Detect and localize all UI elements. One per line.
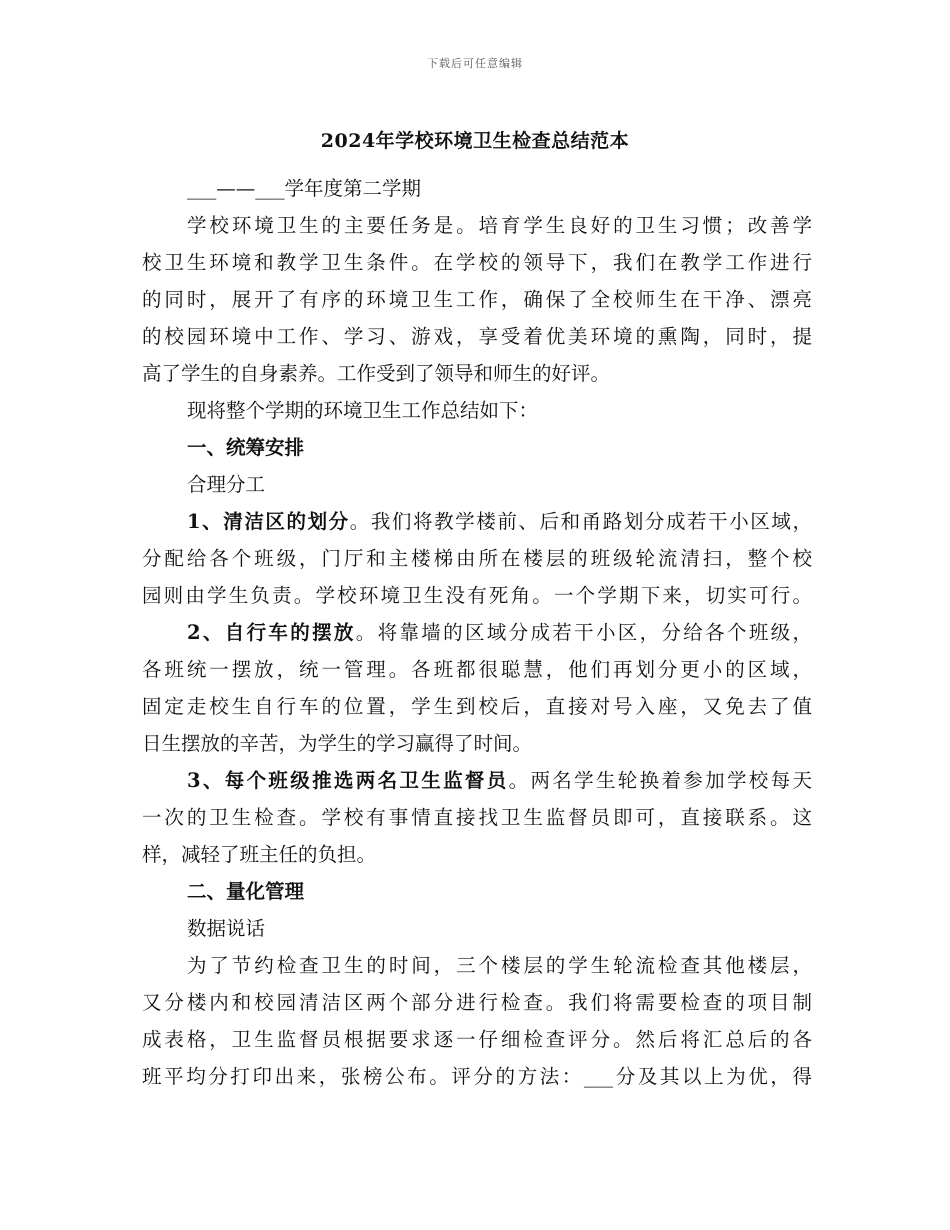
body-text-line bbox=[142, 1021, 812, 1058]
line-text: 。我们将教学楼前、后和甬路划分成若干小区域， bbox=[349, 510, 812, 533]
line-text: 班平均分打印出来，张榜公布。评分的方法：___分及其以上为优，得 bbox=[142, 1065, 812, 1088]
body-text-line bbox=[142, 170, 812, 207]
body-text-line bbox=[142, 836, 812, 873]
document-title: 2024年学校环境卫生检查总结范本 bbox=[320, 130, 630, 152]
body-text-line bbox=[142, 540, 812, 577]
line-text: 学校环境卫生的主要任务是。培育学生良好的卫生习惯；改善学 bbox=[187, 214, 812, 237]
line-text: 分配给各个班级，门厅和主楼梯由所在楼层的班级轮流清扫，整个校 bbox=[142, 547, 812, 570]
line-text: 。将靠墙的区域分成若干小区，分给各个班级， bbox=[355, 621, 812, 644]
line-text: 数据说话 bbox=[187, 917, 266, 940]
line-text: 园则由学生负责。学校环境卫生没有死角。一个学期下来，切实可行。 bbox=[142, 584, 812, 607]
line-text: 各班统一摆放，统一管理。各班都很聪慧，他们再划分更小的区域， bbox=[142, 658, 812, 681]
body-text-line bbox=[142, 318, 812, 355]
body-text-line bbox=[142, 466, 812, 503]
line-text: 成表格，卫生监督员根据要求逐一仔细检查评分。然后将汇总后的各 bbox=[142, 1028, 812, 1051]
body-text-line bbox=[142, 725, 812, 762]
line-text: 校卫生环境和教学卫生条件。在学校的领导下，我们在教学工作进行 bbox=[142, 251, 812, 274]
body-text-line bbox=[142, 1058, 812, 1095]
inline-bold-label: 2、自行车的摆放 bbox=[187, 621, 356, 644]
document-body bbox=[142, 170, 812, 1095]
line-text: 一、统筹安排 bbox=[187, 436, 305, 459]
line-text: 为了节约检查卫生的时间，三个楼层的学生轮流检查其他楼层， bbox=[187, 954, 812, 977]
page-header-note: 下载后可任意编辑 bbox=[427, 57, 523, 70]
body-text-line bbox=[142, 799, 812, 836]
body-text-line bbox=[142, 651, 812, 688]
line-text: 又分楼内和校园清洁区两个部分进行检查。我们将需要检查的项目制 bbox=[142, 991, 812, 1014]
body-text-line bbox=[142, 392, 812, 429]
line-text: ___——___学年度第二学期 bbox=[187, 177, 422, 200]
line-text: 一次的卫生检查。学校有事情直接找卫生监督员即可，直接联系。这 bbox=[142, 806, 812, 829]
line-text: 的校园环境中工作、学习、游戏，享受着优美环境的熏陶，同时，提 bbox=[142, 325, 812, 348]
line-text: 日生摆放的辛苦，为学生的学习赢得了时间。 bbox=[142, 732, 533, 755]
line-text: 样，减轻了班主任的负担。 bbox=[142, 843, 377, 866]
body-text-line bbox=[142, 614, 812, 651]
line-text: 的同时，展开了有序的环境卫生工作，确保了全校师生在干净、漂亮 bbox=[142, 288, 812, 311]
body-text-line bbox=[142, 910, 812, 947]
line-text: 现将整个学期的环境卫生工作总结如下： bbox=[187, 399, 539, 422]
body-text-line bbox=[142, 984, 812, 1021]
body-text-line bbox=[142, 281, 812, 318]
body-text-line bbox=[142, 355, 812, 392]
line-text: 高了学生的自身素养。工作受到了领导和师生的好评。 bbox=[142, 362, 611, 385]
body-text-line bbox=[142, 947, 812, 984]
section-heading bbox=[142, 429, 812, 466]
line-text: 二、量化管理 bbox=[187, 880, 305, 903]
body-text-line bbox=[142, 762, 812, 799]
body-text-line bbox=[142, 503, 812, 540]
inline-bold-label: 3、每个班级推选两名卫生监督员 bbox=[187, 769, 509, 792]
body-text-line bbox=[142, 244, 812, 281]
line-text: 。两名学生轮换着参加学校每天 bbox=[508, 769, 812, 792]
body-text-line bbox=[142, 688, 812, 725]
line-text: 固定走校生自行车的位置，学生到校后，直接对号入座，又免去了值 bbox=[142, 695, 812, 718]
inline-bold-label: 1、清洁区的划分 bbox=[187, 510, 350, 533]
body-text-line bbox=[142, 577, 812, 614]
section-heading bbox=[142, 873, 812, 910]
line-text: 合理分工 bbox=[187, 473, 266, 496]
body-text-line bbox=[142, 207, 812, 244]
